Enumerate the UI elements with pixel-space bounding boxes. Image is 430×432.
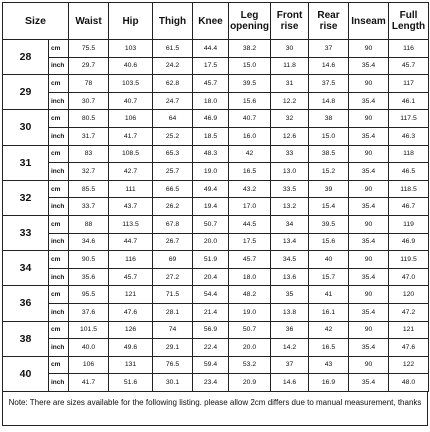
header-front-rise: Front rise bbox=[271, 3, 309, 40]
value-cell: 45.7 bbox=[389, 57, 429, 75]
unit-cell: inch bbox=[49, 57, 69, 75]
value-cell: 24.2 bbox=[153, 57, 193, 75]
value-cell: 29.1 bbox=[153, 339, 193, 357]
value-cell: 13.2 bbox=[271, 198, 309, 216]
value-cell: 43.2 bbox=[229, 180, 271, 198]
value-cell: 30.7 bbox=[69, 92, 109, 110]
value-cell: 12.2 bbox=[271, 92, 309, 110]
value-cell: 106 bbox=[109, 110, 153, 128]
table-row bbox=[3, 374, 429, 392]
value-cell: 40 bbox=[309, 251, 349, 269]
table-row bbox=[3, 57, 429, 75]
table-row bbox=[3, 145, 429, 163]
value-cell: 119.5 bbox=[389, 251, 429, 269]
header-hip: Hip bbox=[109, 3, 153, 40]
unit-cell: inch bbox=[49, 92, 69, 110]
value-cell: 46.9 bbox=[193, 110, 229, 128]
value-cell: 38.5 bbox=[309, 145, 349, 163]
value-cell: 90 bbox=[349, 40, 389, 58]
value-cell: 116 bbox=[109, 251, 153, 269]
value-cell: 120 bbox=[389, 286, 429, 304]
size-chart-table bbox=[2, 2, 429, 392]
value-cell: 39.5 bbox=[309, 215, 349, 233]
value-cell: 69 bbox=[153, 251, 193, 269]
value-cell: 14.2 bbox=[271, 339, 309, 357]
value-cell: 20.0 bbox=[229, 339, 271, 357]
value-cell: 122 bbox=[389, 356, 429, 374]
value-cell: 95.5 bbox=[69, 286, 109, 304]
unit-cell: inch bbox=[49, 233, 69, 251]
header-leg-opening: Leg opening bbox=[229, 3, 271, 40]
value-cell: 116 bbox=[389, 40, 429, 58]
unit-cell: cm bbox=[49, 75, 69, 93]
value-cell: 106 bbox=[69, 356, 109, 374]
value-cell: 35.4 bbox=[349, 268, 389, 286]
value-cell: 56.9 bbox=[193, 321, 229, 339]
value-cell: 15.0 bbox=[229, 57, 271, 75]
value-cell: 46.9 bbox=[389, 233, 429, 251]
value-cell: 15.4 bbox=[309, 198, 349, 216]
value-cell: 37 bbox=[271, 356, 309, 374]
size-cell: 32 bbox=[3, 180, 49, 215]
value-cell: 71.5 bbox=[153, 286, 193, 304]
size-cell: 38 bbox=[3, 321, 49, 356]
unit-cell: inch bbox=[49, 268, 69, 286]
value-cell: 15.6 bbox=[309, 233, 349, 251]
table-row bbox=[3, 163, 429, 181]
value-cell: 34.5 bbox=[271, 251, 309, 269]
value-cell: 44.5 bbox=[229, 215, 271, 233]
unit-cell: cm bbox=[49, 356, 69, 374]
value-cell: 37 bbox=[309, 40, 349, 58]
value-cell: 26.2 bbox=[153, 198, 193, 216]
value-cell: 118.5 bbox=[389, 180, 429, 198]
value-cell: 90 bbox=[349, 145, 389, 163]
value-cell: 50.7 bbox=[193, 215, 229, 233]
unit-cell: cm bbox=[49, 110, 69, 128]
value-cell: 108.5 bbox=[109, 145, 153, 163]
unit-cell: inch bbox=[49, 303, 69, 321]
value-cell: 22.4 bbox=[193, 339, 229, 357]
size-cell: 28 bbox=[3, 40, 49, 75]
value-cell: 66.5 bbox=[153, 180, 193, 198]
value-cell: 13.8 bbox=[271, 303, 309, 321]
value-cell: 38.2 bbox=[229, 40, 271, 58]
unit-cell: cm bbox=[49, 286, 69, 304]
value-cell: 90 bbox=[349, 110, 389, 128]
size-cell: 33 bbox=[3, 215, 49, 250]
table-body bbox=[3, 40, 429, 392]
value-cell: 40.0 bbox=[69, 339, 109, 357]
value-cell: 37.5 bbox=[309, 75, 349, 93]
value-cell: 44.4 bbox=[193, 40, 229, 58]
value-cell: 103 bbox=[109, 40, 153, 58]
unit-cell: inch bbox=[49, 163, 69, 181]
value-cell: 29.7 bbox=[69, 57, 109, 75]
table-row bbox=[3, 321, 429, 339]
value-cell: 80.5 bbox=[69, 110, 109, 128]
value-cell: 41.7 bbox=[69, 374, 109, 392]
value-cell: 51.9 bbox=[193, 251, 229, 269]
value-cell: 35.4 bbox=[349, 57, 389, 75]
value-cell: 16.0 bbox=[229, 127, 271, 145]
value-cell: 31.7 bbox=[69, 127, 109, 145]
unit-cell: cm bbox=[49, 251, 69, 269]
value-cell: 49.4 bbox=[193, 180, 229, 198]
value-cell: 90 bbox=[349, 321, 389, 339]
value-cell: 17.5 bbox=[193, 57, 229, 75]
value-cell: 51.6 bbox=[109, 374, 153, 392]
value-cell: 32 bbox=[271, 110, 309, 128]
value-cell: 117 bbox=[389, 75, 429, 93]
value-cell: 14.8 bbox=[309, 92, 349, 110]
value-cell: 19.4 bbox=[193, 198, 229, 216]
size-cell: 31 bbox=[3, 145, 49, 180]
value-cell: 42.7 bbox=[109, 163, 153, 181]
value-cell: 40.7 bbox=[109, 92, 153, 110]
value-cell: 23.4 bbox=[193, 374, 229, 392]
table-row bbox=[3, 110, 429, 128]
value-cell: 13.6 bbox=[271, 268, 309, 286]
value-cell: 90 bbox=[349, 215, 389, 233]
value-cell: 50.7 bbox=[229, 321, 271, 339]
value-cell: 35.4 bbox=[349, 198, 389, 216]
value-cell: 42 bbox=[229, 145, 271, 163]
value-cell: 74 bbox=[153, 321, 193, 339]
value-cell: 20.4 bbox=[193, 268, 229, 286]
value-cell: 45.7 bbox=[193, 75, 229, 93]
unit-cell: inch bbox=[49, 198, 69, 216]
table-row bbox=[3, 198, 429, 216]
table-row bbox=[3, 233, 429, 251]
value-cell: 15.6 bbox=[229, 92, 271, 110]
footer-note: Note: There are sizes available for the following listing. please allow 2cm differs due to manual measurement, thanks bbox=[2, 392, 428, 426]
value-cell: 103.5 bbox=[109, 75, 153, 93]
value-cell: 35.4 bbox=[349, 233, 389, 251]
value-cell: 35.4 bbox=[349, 92, 389, 110]
value-cell: 16.5 bbox=[229, 163, 271, 181]
value-cell: 20.9 bbox=[229, 374, 271, 392]
size-cell: 29 bbox=[3, 75, 49, 110]
value-cell: 121 bbox=[389, 321, 429, 339]
value-cell: 16.9 bbox=[309, 374, 349, 392]
value-cell: 16.1 bbox=[309, 303, 349, 321]
value-cell: 20.0 bbox=[193, 233, 229, 251]
value-cell: 36 bbox=[271, 321, 309, 339]
value-cell: 39.5 bbox=[229, 75, 271, 93]
header-size: Size bbox=[3, 3, 69, 40]
value-cell: 41 bbox=[309, 286, 349, 304]
value-cell: 18.0 bbox=[229, 268, 271, 286]
value-cell: 40.7 bbox=[229, 110, 271, 128]
unit-cell: inch bbox=[49, 374, 69, 392]
value-cell: 35 bbox=[271, 286, 309, 304]
value-cell: 33.7 bbox=[69, 198, 109, 216]
value-cell: 38 bbox=[309, 110, 349, 128]
value-cell: 46.3 bbox=[389, 127, 429, 145]
value-cell: 35.6 bbox=[69, 268, 109, 286]
header-rear-rise: Rear rise bbox=[309, 3, 349, 40]
value-cell: 14.6 bbox=[271, 374, 309, 392]
value-cell: 31 bbox=[271, 75, 309, 93]
value-cell: 121 bbox=[109, 286, 153, 304]
value-cell: 44.7 bbox=[109, 233, 153, 251]
table-row bbox=[3, 180, 429, 198]
value-cell: 90 bbox=[349, 180, 389, 198]
value-cell: 118 bbox=[389, 145, 429, 163]
value-cell: 83 bbox=[69, 145, 109, 163]
header-knee: Knee bbox=[193, 3, 229, 40]
value-cell: 65.3 bbox=[153, 145, 193, 163]
value-cell: 90 bbox=[349, 75, 389, 93]
value-cell: 59.4 bbox=[193, 356, 229, 374]
unit-cell: inch bbox=[49, 127, 69, 145]
value-cell: 45.7 bbox=[109, 268, 153, 286]
value-cell: 15.0 bbox=[309, 127, 349, 145]
value-cell: 40.6 bbox=[109, 57, 153, 75]
value-cell: 45.7 bbox=[229, 251, 271, 269]
unit-cell: cm bbox=[49, 321, 69, 339]
value-cell: 117.5 bbox=[389, 110, 429, 128]
value-cell: 12.6 bbox=[271, 127, 309, 145]
value-cell: 33.5 bbox=[271, 180, 309, 198]
value-cell: 119 bbox=[389, 215, 429, 233]
value-cell: 90.5 bbox=[69, 251, 109, 269]
value-cell: 13.0 bbox=[271, 163, 309, 181]
table-row bbox=[3, 268, 429, 286]
value-cell: 35.4 bbox=[349, 374, 389, 392]
table-row bbox=[3, 215, 429, 233]
value-cell: 34.6 bbox=[69, 233, 109, 251]
value-cell: 48.0 bbox=[389, 374, 429, 392]
value-cell: 64 bbox=[153, 110, 193, 128]
value-cell: 16.5 bbox=[309, 339, 349, 357]
value-cell: 30.1 bbox=[153, 374, 193, 392]
value-cell: 47.6 bbox=[389, 339, 429, 357]
value-cell: 47.2 bbox=[389, 303, 429, 321]
header-thigh: Thigh bbox=[153, 3, 193, 40]
value-cell: 28.1 bbox=[153, 303, 193, 321]
value-cell: 75.5 bbox=[69, 40, 109, 58]
value-cell: 15.2 bbox=[309, 163, 349, 181]
value-cell: 34 bbox=[271, 215, 309, 233]
value-cell: 54.4 bbox=[193, 286, 229, 304]
value-cell: 62.8 bbox=[153, 75, 193, 93]
value-cell: 76.5 bbox=[153, 356, 193, 374]
value-cell: 35.4 bbox=[349, 163, 389, 181]
size-chart bbox=[2, 2, 428, 428]
table-row bbox=[3, 127, 429, 145]
unit-cell: cm bbox=[49, 180, 69, 198]
value-cell: 88 bbox=[69, 215, 109, 233]
value-cell: 19.0 bbox=[229, 303, 271, 321]
table-row bbox=[3, 92, 429, 110]
value-cell: 85.5 bbox=[69, 180, 109, 198]
value-cell: 111 bbox=[109, 180, 153, 198]
value-cell: 11.8 bbox=[271, 57, 309, 75]
value-cell: 41.7 bbox=[109, 127, 153, 145]
header-inseam: Inseam bbox=[349, 3, 389, 40]
size-cell: 30 bbox=[3, 110, 49, 145]
value-cell: 48.2 bbox=[229, 286, 271, 304]
unit-cell: cm bbox=[49, 215, 69, 233]
header-waist: Waist bbox=[69, 3, 109, 40]
table-row bbox=[3, 40, 429, 58]
value-cell: 131 bbox=[109, 356, 153, 374]
header-row bbox=[3, 3, 429, 40]
value-cell: 15.7 bbox=[309, 268, 349, 286]
value-cell: 61.5 bbox=[153, 40, 193, 58]
value-cell: 47.0 bbox=[389, 268, 429, 286]
value-cell: 35.4 bbox=[349, 339, 389, 357]
size-cell: 34 bbox=[3, 251, 49, 286]
value-cell: 24.7 bbox=[153, 92, 193, 110]
table-row bbox=[3, 75, 429, 93]
size-cell: 36 bbox=[3, 286, 49, 321]
value-cell: 37.6 bbox=[69, 303, 109, 321]
value-cell: 14.6 bbox=[309, 57, 349, 75]
value-cell: 46.7 bbox=[389, 198, 429, 216]
value-cell: 25.7 bbox=[153, 163, 193, 181]
value-cell: 19.0 bbox=[193, 163, 229, 181]
value-cell: 67.8 bbox=[153, 215, 193, 233]
size-cell: 40 bbox=[3, 356, 49, 391]
value-cell: 43.7 bbox=[109, 198, 153, 216]
value-cell: 30 bbox=[271, 40, 309, 58]
value-cell: 32.7 bbox=[69, 163, 109, 181]
value-cell: 21.4 bbox=[193, 303, 229, 321]
header-full-length: Full Length bbox=[389, 3, 429, 40]
value-cell: 26.7 bbox=[153, 233, 193, 251]
value-cell: 17.0 bbox=[229, 198, 271, 216]
value-cell: 101.5 bbox=[69, 321, 109, 339]
unit-cell: inch bbox=[49, 339, 69, 357]
value-cell: 126 bbox=[109, 321, 153, 339]
value-cell: 35.4 bbox=[349, 127, 389, 145]
table-row bbox=[3, 303, 429, 321]
value-cell: 33 bbox=[271, 145, 309, 163]
value-cell: 18.0 bbox=[193, 92, 229, 110]
value-cell: 46.5 bbox=[389, 163, 429, 181]
value-cell: 47.6 bbox=[109, 303, 153, 321]
table-row bbox=[3, 251, 429, 269]
table-row bbox=[3, 286, 429, 304]
unit-cell: cm bbox=[49, 40, 69, 58]
value-cell: 113.5 bbox=[109, 215, 153, 233]
value-cell: 42 bbox=[309, 321, 349, 339]
value-cell: 46.1 bbox=[389, 92, 429, 110]
value-cell: 48.3 bbox=[193, 145, 229, 163]
value-cell: 39 bbox=[309, 180, 349, 198]
value-cell: 27.2 bbox=[153, 268, 193, 286]
value-cell: 35.4 bbox=[349, 303, 389, 321]
value-cell: 17.5 bbox=[229, 233, 271, 251]
value-cell: 25.2 bbox=[153, 127, 193, 145]
value-cell: 78 bbox=[69, 75, 109, 93]
table-row bbox=[3, 339, 429, 357]
value-cell: 13.4 bbox=[271, 233, 309, 251]
value-cell: 43 bbox=[309, 356, 349, 374]
value-cell: 90 bbox=[349, 251, 389, 269]
value-cell: 18.5 bbox=[193, 127, 229, 145]
table-row bbox=[3, 356, 429, 374]
unit-cell: cm bbox=[49, 145, 69, 163]
value-cell: 49.6 bbox=[109, 339, 153, 357]
value-cell: 90 bbox=[349, 286, 389, 304]
value-cell: 53.2 bbox=[229, 356, 271, 374]
value-cell: 90 bbox=[349, 356, 389, 374]
